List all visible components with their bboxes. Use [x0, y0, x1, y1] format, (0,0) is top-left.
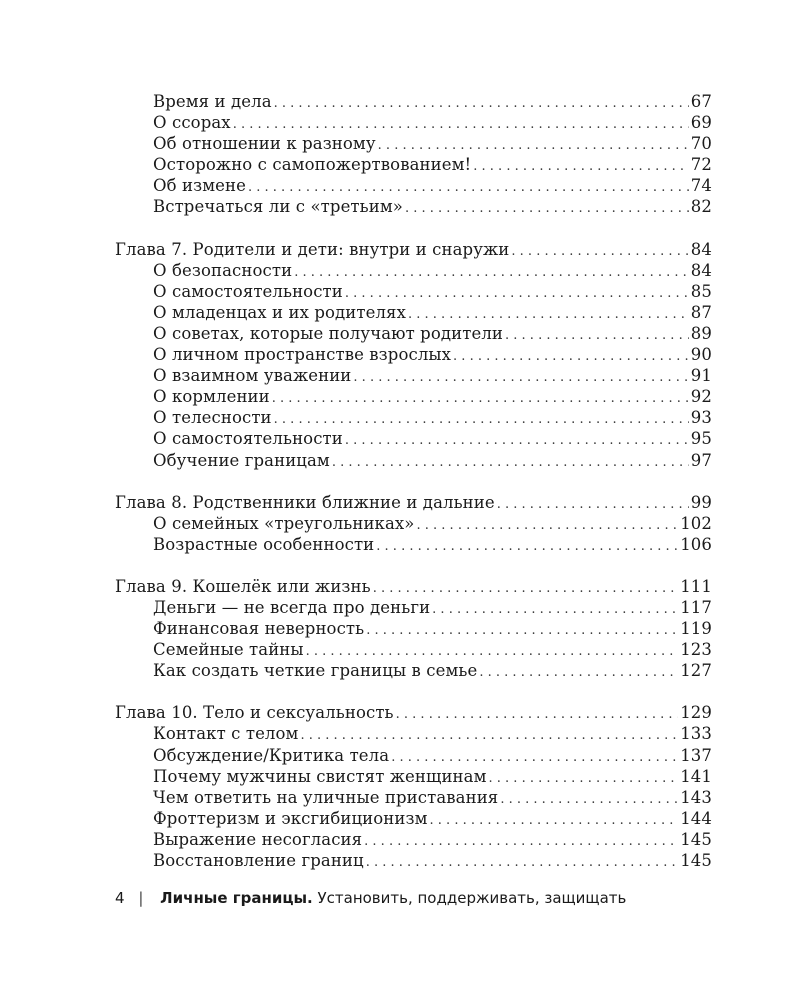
toc-entry: [115, 175, 712, 196]
toc-entry-page: 70: [690, 134, 712, 154]
toc-entry: [115, 260, 712, 281]
dot-leader: [294, 262, 689, 283]
page-number: 4: [115, 889, 125, 907]
toc-entry-title: О взаимном уважении: [153, 366, 352, 386]
toc-entry: [115, 365, 712, 386]
toc-entry-title: О младенцах и их родителях: [153, 302, 406, 322]
dot-leader: [391, 747, 678, 768]
chapter-spacer: [115, 218, 712, 239]
toc-entry-title: Об отношении к разному: [153, 134, 376, 154]
toc-entry-page: 85: [690, 281, 712, 301]
toc-entry: [115, 323, 712, 344]
dot-leader: [505, 325, 689, 346]
table-of-contents: [115, 91, 712, 871]
toc-chapter-page: 111: [680, 576, 712, 596]
dot-leader: [489, 768, 679, 789]
chapter-spacer: [115, 555, 712, 576]
dot-leader: [366, 852, 678, 873]
toc-chapter: [115, 492, 712, 513]
toc-chapter: [115, 702, 712, 723]
page-footer: [115, 889, 626, 907]
dot-leader: [364, 831, 678, 852]
toc-entry-title: О ссорах: [153, 113, 231, 133]
toc-entry-title: О самостоятельности: [153, 429, 343, 449]
toc-entry-title: О советах, которые получают родители: [153, 323, 504, 343]
toc-entry-title: Семейные тайны: [153, 640, 304, 660]
toc-entry-page: 90: [690, 345, 712, 365]
toc-entry-page: 137: [680, 745, 712, 765]
toc-chapter-page: 129: [680, 703, 712, 723]
toc-entry-page: 91: [690, 366, 712, 386]
toc-entry-page: 144: [680, 808, 712, 828]
toc-entry-page: 69: [690, 113, 712, 133]
dot-leader: [345, 430, 689, 451]
dot-leader: [376, 536, 678, 557]
dot-leader: [274, 409, 689, 430]
dot-leader: [479, 662, 678, 683]
toc-entry: [115, 302, 712, 323]
dot-leader: [417, 515, 679, 536]
toc-entry-title: Как создать четкие границы в семье: [153, 661, 478, 681]
toc-entry-title: Фроттеризм и эксгибиционизм: [153, 808, 428, 828]
toc-entry: [115, 808, 712, 829]
toc-entry-page: 97: [690, 450, 712, 470]
toc-chapter-page: 84: [690, 239, 712, 259]
toc-entry-title: Контакт с телом: [153, 724, 299, 744]
toc-entry: [115, 154, 712, 175]
toc-entry-title: О безопасности: [153, 260, 293, 280]
toc-entry-page: 67: [690, 92, 712, 111]
dot-leader: [378, 135, 689, 156]
dot-leader: [497, 494, 689, 515]
toc-entry-title: О семейных «треугольниках»: [153, 513, 415, 533]
toc-entry-title: Время и дела: [153, 92, 272, 111]
dot-leader: [353, 367, 688, 388]
dot-leader: [500, 789, 678, 810]
dot-leader: [430, 810, 679, 831]
dot-leader: [453, 346, 689, 367]
toc-entry-title: Возрастные особенности: [153, 534, 375, 554]
dot-leader: [408, 304, 689, 325]
toc-chapter-title: Глава 8. Родственники ближние и дальние: [115, 492, 495, 512]
toc-entry-page: 74: [690, 176, 712, 196]
book-subtitle: Установить, поддерживать, защищать: [317, 889, 627, 907]
dot-leader: [300, 725, 678, 746]
toc-entry: [115, 196, 712, 217]
toc-entry-page: 141: [680, 766, 712, 786]
dot-leader: [396, 704, 679, 725]
toc-entry-title: Почему мужчины свистят женщинам: [153, 766, 487, 786]
toc-chapter: [115, 239, 712, 260]
toc-entry-page: 117: [680, 597, 712, 617]
dot-leader: [432, 599, 678, 620]
dot-leader: [345, 283, 689, 304]
dot-leader: [306, 641, 679, 662]
dot-leader: [366, 620, 678, 641]
toc-chapter-page: 99: [690, 492, 712, 512]
toc-chapter: [115, 576, 712, 597]
toc-entry-page: 119: [680, 619, 712, 639]
toc-entry-page: 123: [680, 640, 712, 660]
toc-entry: [115, 618, 712, 639]
toc-entry-title: Восстановление границ: [153, 851, 364, 870]
toc-entry-title: Об измене: [153, 176, 246, 196]
toc-entry: [115, 534, 712, 555]
toc-chapter-title: Глава 10. Тело и сексуальность: [115, 703, 394, 723]
toc-entry-title: Обсуждение/Критика тела: [153, 745, 390, 765]
toc-chapter-title: Глава 9. Кошелёк или жизнь: [115, 576, 371, 596]
toc-entry: [115, 112, 712, 133]
toc-entry-title: О телесности: [153, 408, 272, 428]
toc-entry: [115, 787, 712, 808]
toc-entry: [115, 639, 712, 660]
toc-entry-title: Встречаться ли с «третьим»: [153, 197, 403, 217]
book-title: Личные границы.: [160, 889, 313, 907]
dot-leader: [332, 452, 689, 473]
toc-entry: [115, 597, 712, 618]
toc-entry-title: Обучение границам: [153, 450, 330, 470]
dot-leader: [274, 93, 689, 114]
toc-entry-page: 84: [690, 260, 712, 280]
toc-entry: [115, 133, 712, 154]
chapter-spacer: [115, 681, 712, 702]
toc-entry: [115, 513, 712, 534]
dot-leader: [473, 156, 689, 177]
chapter-spacer: [115, 471, 712, 492]
toc-entry-page: 89: [690, 323, 712, 343]
toc-entry: [115, 766, 712, 787]
toc-entry-title: Деньги — не всегда про деньги: [153, 597, 431, 617]
toc-entry: [115, 91, 712, 112]
dot-leader: [272, 388, 689, 409]
dot-leader: [248, 177, 689, 198]
toc-entry: [115, 428, 712, 449]
toc-entry: [115, 281, 712, 302]
toc-entry: [115, 745, 712, 766]
toc-entry: [115, 850, 712, 871]
toc-entry-page: 106: [680, 534, 712, 554]
toc-entry: [115, 450, 712, 471]
toc-entry-page: 82: [690, 197, 712, 217]
toc-entry-page: 102: [680, 513, 712, 533]
toc-entry-page: 145: [680, 851, 712, 870]
toc-entry-page: 145: [680, 829, 712, 849]
toc-entry-title: Осторожно с самопожертвованием!: [153, 155, 472, 175]
toc-entry-page: 133: [680, 724, 712, 744]
toc-entry: [115, 829, 712, 850]
toc-entry-title: Финансовая неверность: [153, 619, 365, 639]
toc-entry-page: 93: [690, 408, 712, 428]
toc-entry-title: Выражение несогласия: [153, 829, 363, 849]
toc-entry: [115, 407, 712, 428]
toc-entry-title: О самостоятельности: [153, 281, 343, 301]
toc-entry: [115, 660, 712, 681]
toc-chapter-title: Глава 7. Родители и дети: внутри и снаружи: [115, 239, 510, 259]
toc-entry: [115, 344, 712, 365]
toc-entry-title: О кормлении: [153, 387, 270, 407]
toc-entry-page: 72: [690, 155, 712, 175]
toc-entry-page: 87: [690, 302, 712, 322]
toc-entry-page: 127: [680, 661, 712, 681]
toc-entry-title: О личном пространстве взрослых: [153, 345, 452, 365]
toc-entry-title: Чем ответить на уличные приставания: [153, 787, 499, 807]
toc-entry: [115, 386, 712, 407]
toc-entry: [115, 723, 712, 744]
dot-leader: [373, 578, 679, 599]
dot-leader: [511, 241, 688, 262]
toc-entry-page: 95: [690, 429, 712, 449]
dot-leader: [233, 114, 689, 135]
dot-leader: [405, 198, 689, 219]
toc-entry-page: 143: [680, 787, 712, 807]
footer-separator: |: [138, 889, 144, 907]
toc-entry-page: 92: [690, 387, 712, 407]
